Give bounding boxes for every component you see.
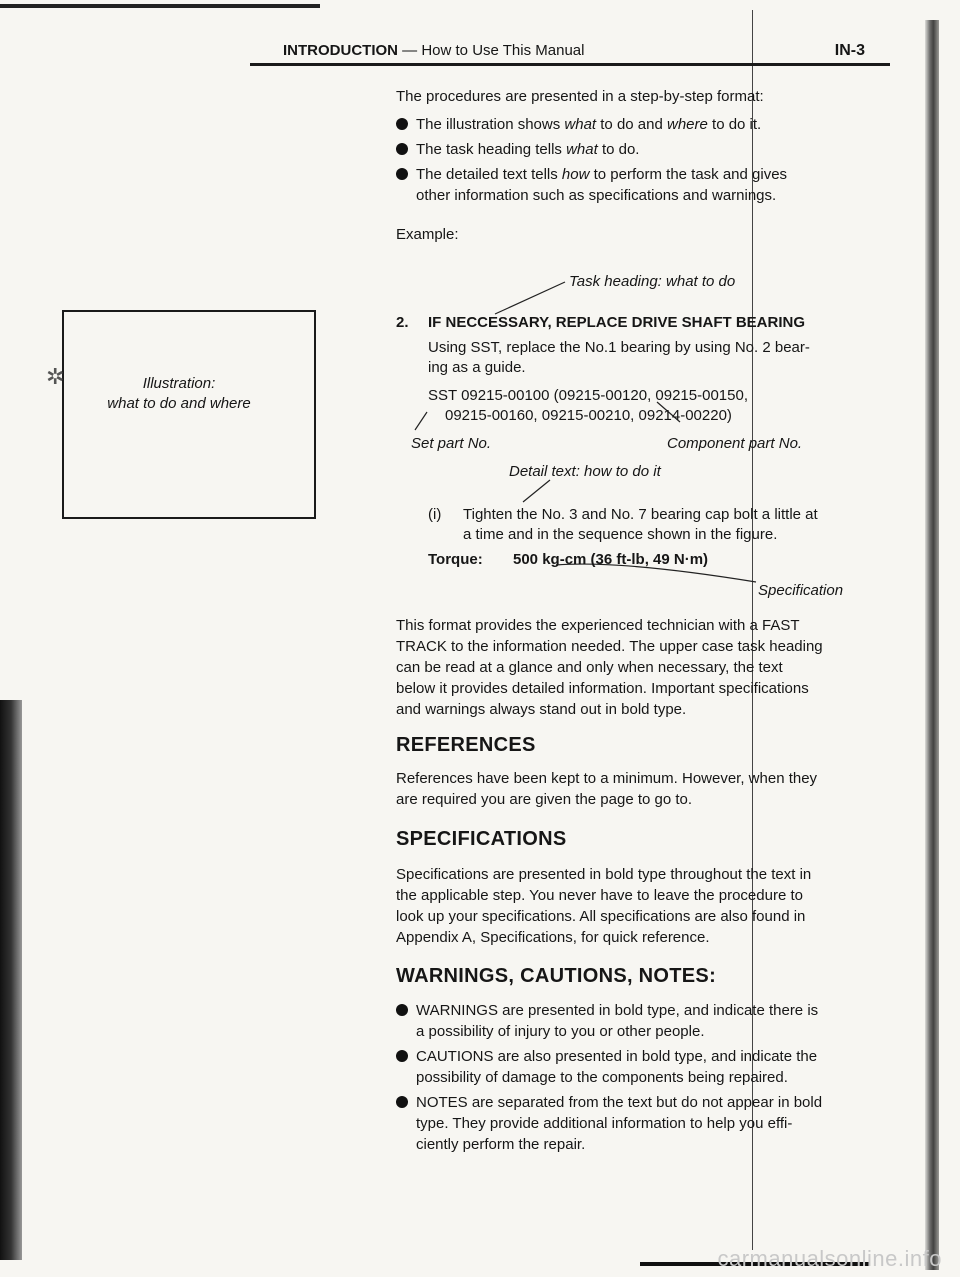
left-binding-edge (0, 700, 22, 1260)
illustration-caption: Illustration: what to do and where (107, 375, 251, 412)
example-label: Example: (396, 226, 459, 243)
sub-step-text-2: a time and in the sequence shown in the figure. (463, 526, 778, 543)
component-part-label: Component part No. (667, 435, 803, 452)
sub-step-text-1: Tighten the No. 3 and No. 7 bearing cap bolt a little at (463, 506, 818, 523)
notes-item: NOTES are separated from the text but do not appear in bold type. They provide additional information to help you effi- ciently perform the repair. (396, 1092, 886, 1155)
warnings-heading: WARNINGS, CAUTIONS, NOTES: (396, 965, 717, 987)
step-text-1: Using SST, replace the No.1 bearing by using No. 2 bear- (428, 339, 810, 356)
format-paragraph: This format provides the experienced technician with a FAST TRACK to the information needed. The upper case task heading can be read at a glance and only when necessary, the text below it provides detailed information. Important specifications and warnings always stand out in bold type. (396, 617, 823, 718)
bullet-icon (396, 1096, 408, 1108)
task-heading-label: Task heading: what to do (569, 273, 736, 290)
intro-bullet-2: The task heading tells what to do. (396, 139, 876, 160)
sst-line-2: 09215-00160, 09215-00210, 09214-00220) (445, 407, 732, 424)
sub-step-number: (i) (428, 506, 442, 523)
references-text: References have been kept to a minimum. However, when they are required you are given the page to go to. (396, 770, 818, 808)
top-scan-line (0, 4, 320, 8)
set-part-label: Set part No. (411, 435, 492, 452)
intro-bullet-1: The illustration shows what to do and where to do it. (396, 114, 876, 135)
header-subtitle: How to Use This Manual (421, 42, 585, 59)
intro-bullet-3-cont: other information such as specifications and warnings. (416, 187, 777, 204)
step-number: 2. (396, 314, 409, 331)
references-heading: REFERENCES (396, 734, 536, 756)
bullet-icon (396, 118, 408, 130)
bullet-icon (396, 168, 408, 180)
specifications-text: Specifications are presented in bold type throughout the text in the applicable step. You never have to leave the procedure to look up your specifications. All specifications are also found in Appendix A, Specifications, for quick reference. (396, 866, 812, 946)
torque-value: 500 kg-cm (36 ft-lb, 49 N·m) (513, 551, 709, 568)
right-binding-edge (925, 20, 939, 1270)
step-text-2: ing as a guide. (428, 359, 526, 376)
illustration-box (62, 310, 316, 519)
watermark: carmanualsonline.info (717, 1246, 942, 1271)
step-heading: IF NECCESSARY, REPLACE DRIVE SHAFT BEARING (428, 314, 805, 331)
gear-icon: ✲ (46, 364, 65, 389)
bullet-icon (396, 143, 408, 155)
specification-label: Specification (758, 582, 844, 599)
bullet-icon (396, 1004, 408, 1016)
sst-line-1: SST 09215-00100 (09215-00120, 09215-00150, (428, 387, 748, 404)
intro-bullet-3: The detailed text tells how to perform the task and gives (396, 164, 886, 185)
set-part-arrow (415, 412, 427, 430)
torque-label: Torque: (428, 551, 483, 568)
header-rule (250, 63, 890, 66)
intro-lead: The procedures are presented in a step-by-step format: (396, 88, 764, 105)
bullet-icon (396, 1050, 408, 1062)
detail-text-label: Detail text: how to do it (509, 463, 661, 480)
specifications-heading: SPECIFICATIONS (396, 828, 567, 850)
detail-text-arrow (523, 480, 550, 502)
header-dash: — (398, 42, 422, 59)
header-section: INTRODUCTION (283, 42, 398, 59)
page-number: IN-3 (834, 42, 865, 59)
warnings-item: WARNINGS are presented in bold type, and indicate there is a possibility of injury to you or other people. (396, 1000, 886, 1042)
cautions-item: CAUTIONS are also presented in bold type, and indicate the possibility of damage to the components being repaired. (396, 1046, 886, 1088)
task-heading-arrow (495, 282, 565, 314)
